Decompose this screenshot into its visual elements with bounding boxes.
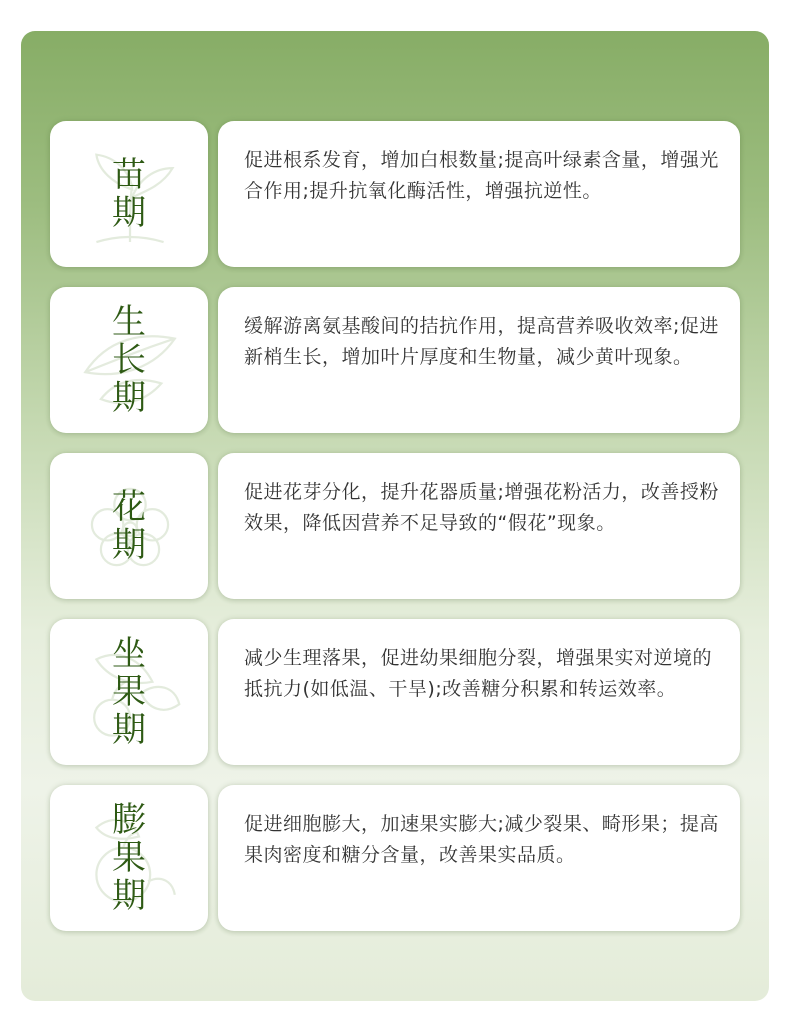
stage-description: 缓解游离氨基酸间的拮抗作用，提高营养吸收效率;促进新梢生长，增加叶片厚度和生物量，减少黄叶现象。 [244, 315, 719, 368]
stage-label-card [50, 619, 208, 765]
stage-label-card [50, 287, 208, 433]
stage-label-char: 期 [112, 378, 146, 418]
stage-row-seedling [50, 121, 742, 267]
stage-description-card [218, 453, 740, 599]
stage-label [50, 121, 208, 267]
stage-label-char: 花 [112, 487, 146, 527]
stage-label-char: 苗 [112, 155, 146, 195]
stage-description-card [218, 287, 740, 433]
stage-description: 促进细胞膨大，加速果实膨大;减少裂果、畸形果；提高果肉密度和糖分含量，改善果实品质。 [244, 813, 719, 866]
stage-label-char: 期 [112, 710, 146, 750]
stage-row-fruit-expansion [50, 785, 742, 931]
stage-label [50, 287, 208, 433]
stage-label-char: 果 [112, 838, 146, 878]
stage-label-char: 期 [112, 525, 146, 565]
stage-row-growth [50, 287, 742, 433]
stage-label-card [50, 121, 208, 267]
stage-label [50, 453, 208, 599]
stage-description-card [218, 619, 740, 765]
stage-label-char: 坐 [112, 634, 146, 674]
stage-label-char: 膨 [112, 800, 146, 840]
stage-label-char: 生 [112, 302, 146, 342]
stage-row-fruit-set [50, 619, 742, 765]
stage-description: 促进花芽分化，提升花器质量;增强花粉活力，改善授粉效果，降低因营养不足导致的“假花”现象。 [244, 481, 719, 534]
stage-label [50, 619, 208, 765]
stage-label-char: 期 [112, 876, 146, 916]
stage-label-char: 果 [112, 672, 146, 712]
stage-label-char: 期 [112, 193, 146, 233]
stage-description: 促进根系发育，增加白根数量;提高叶绿素含量，增强光合作用;提升抗氧化酶活性，增强抗逆性。 [244, 149, 719, 202]
stage-description: 减少生理落果，促进幼果细胞分裂，增强果实对逆境的抵抗力(如低温、干旱);改善糖分积累和转运效率。 [244, 647, 713, 700]
stage-description-card [218, 785, 740, 931]
stage-row-flowering [50, 453, 742, 599]
stage-label [50, 785, 208, 931]
stage-description-card [218, 121, 740, 267]
stage-label-card [50, 453, 208, 599]
stage-label-card [50, 785, 208, 931]
stage-label-char: 长 [112, 340, 146, 380]
